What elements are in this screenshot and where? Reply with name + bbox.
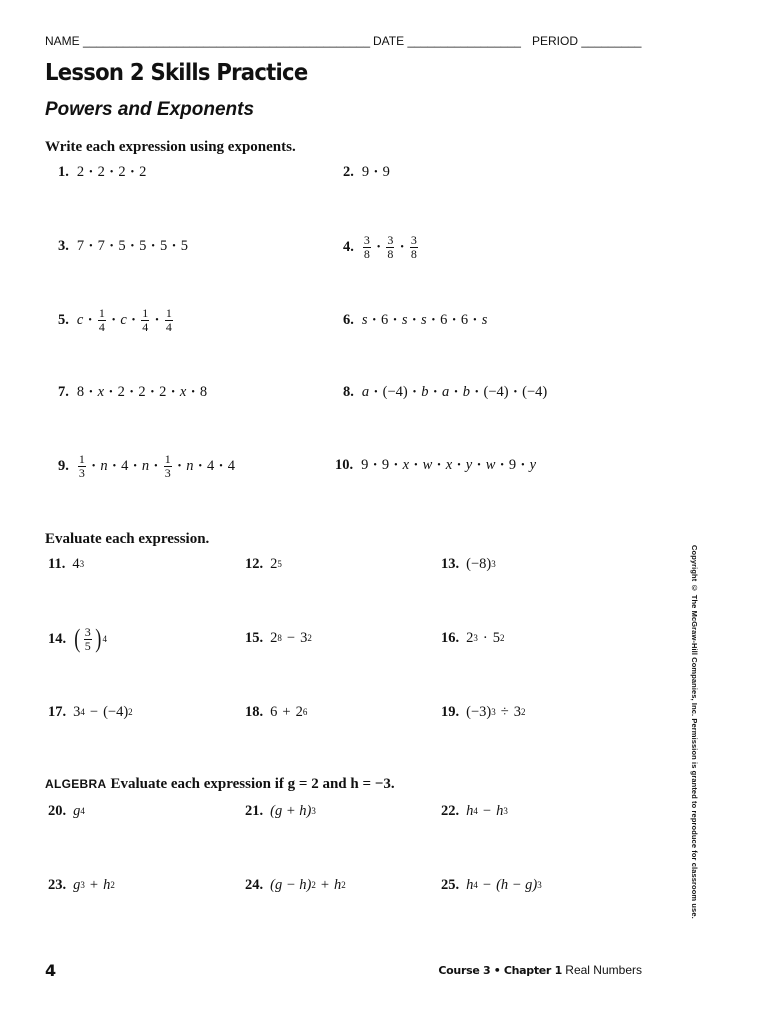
fraction: $\frac{3}{5}$	[84, 624, 91, 653]
expression: s • 6 • s • s • 6 • 6 • s	[361, 311, 488, 328]
expression: 9 • 9 • x • w • x • y • w • 9 • y	[361, 456, 537, 473]
problem-number: 5.	[58, 311, 69, 328]
problem-22	[441, 796, 508, 826]
problem-24	[245, 870, 346, 900]
fraction: $\frac{1}{4}$	[98, 305, 105, 334]
problem-11	[48, 549, 84, 579]
expression: 8 • x • 2 • 2 • 2 • x • 8	[76, 383, 208, 400]
expression: (g + h) 3	[270, 802, 316, 819]
problem-12	[245, 549, 282, 579]
problem-number: 16.	[441, 629, 460, 646]
date-blank: _________________	[407, 34, 521, 48]
expression: 4 3	[72, 555, 85, 572]
problem-15	[245, 623, 312, 653]
expression: 3 4 − (−4) 2	[73, 703, 133, 720]
expression: 2 • 2 • 2 • 2	[76, 163, 147, 180]
page-number: 4	[45, 961, 57, 980]
expression: 7 • 7 • 5 • 5 • 5 • 5	[76, 237, 188, 254]
name-field	[45, 34, 370, 48]
problem-2	[343, 157, 391, 187]
problem-number: 11.	[48, 555, 66, 572]
algebra-keyword: ALGEBRA	[45, 777, 107, 791]
fraction: $\frac{3}{8}$	[363, 232, 370, 261]
lesson-subtitle: Powers and Exponents	[45, 99, 255, 120]
problem-number: 8.	[343, 383, 354, 400]
problem-number: 18.	[245, 703, 264, 720]
expression: 2 5	[270, 555, 282, 572]
expression: 2 3 · 5 2	[466, 629, 505, 646]
problem-number: 23.	[48, 876, 67, 893]
problem-14	[48, 624, 107, 654]
expression: $\frac{3}{8}$ • $\frac{3}{8}$ • $\frac{3}{8}$	[363, 232, 417, 261]
problem-9	[58, 451, 236, 481]
problem-number: 4.	[343, 238, 354, 255]
expression: g 3 + h 2	[73, 876, 115, 893]
footer-separator: •	[493, 964, 501, 977]
expression: 6 + 2 6	[270, 703, 308, 720]
problem-23	[48, 870, 115, 900]
problem-17	[48, 697, 133, 727]
problem-number: 3.	[58, 237, 69, 254]
problem-number: 25.	[441, 876, 460, 893]
problem-1	[58, 157, 147, 187]
problem-4	[343, 232, 420, 262]
fraction: $\frac{1}{4}$	[165, 305, 172, 334]
period-label: PERIOD	[532, 34, 579, 48]
problem-number: 22.	[441, 802, 460, 819]
name-blank: ___________________________________________	[83, 34, 370, 48]
expression: c • $\frac{1}{4}$ • c • $\frac{1}{4}$ • $\frac{1}{4}$	[76, 305, 172, 334]
problem-20	[48, 796, 85, 826]
problem-number: 2.	[343, 163, 354, 180]
problem-number: 20.	[48, 802, 67, 819]
section-2-instruction: Evaluate each expression.	[45, 531, 210, 547]
expression: h 4 − h 3	[466, 802, 508, 819]
problem-number: 17.	[48, 703, 67, 720]
expression: (−8) 3	[466, 555, 496, 572]
problem-number: 19.	[441, 703, 460, 720]
name-label: NAME	[45, 34, 80, 48]
section-1-instruction: Write each expression using exponents.	[45, 139, 296, 155]
problem-number: 7.	[58, 383, 69, 400]
footer-chapter-title: Real Numbers	[565, 963, 642, 977]
problem-number: 24.	[245, 876, 264, 893]
lesson-title: Lesson 2 Skills Practice	[45, 60, 308, 86]
expression: a • (−4) • b • a • b • (−4) • (−4)	[361, 383, 548, 400]
footer-chapter: Chapter 1	[503, 964, 562, 977]
copyright-notice: Copyright © The McGraw-Hill Companies, Inc. Permission is granted to reproduce for classroom use.	[690, 545, 699, 919]
problem-5	[58, 305, 175, 335]
problem-7	[58, 377, 208, 407]
problem-3	[58, 231, 189, 261]
expression: 9 • 9	[361, 163, 390, 180]
footer-course-info	[438, 963, 642, 977]
footer-course: Course 3	[438, 964, 491, 977]
expression: (−3) 3 ÷ 3 2	[466, 703, 526, 720]
fraction: $\frac{3}{8}$	[387, 232, 394, 261]
problem-21	[245, 796, 316, 826]
problem-number: 10.	[335, 456, 354, 473]
fraction: $\frac{3}{8}$	[410, 232, 417, 261]
problem-19	[441, 697, 525, 727]
expression: ( $\frac{3}{5}$ ) 4	[74, 624, 107, 653]
expression: (g − h) 2 + h 2	[270, 876, 346, 893]
expression: h 4 − (h − g) 3	[466, 876, 542, 893]
problem-number: 9.	[58, 457, 69, 474]
problem-8	[343, 377, 548, 407]
date-field	[373, 34, 521, 48]
problem-25	[441, 870, 542, 900]
fraction: $\frac{1}{3}$	[78, 451, 85, 480]
problem-13	[441, 549, 496, 579]
problem-number: 1.	[58, 163, 69, 180]
expression: 2 8 − 3 2	[270, 629, 312, 646]
date-label: DATE	[373, 34, 405, 48]
problem-18	[245, 697, 307, 727]
problem-number: 6.	[343, 311, 354, 328]
period-blank: _________	[581, 34, 642, 48]
problem-number: 15.	[245, 629, 264, 646]
period-field	[532, 34, 641, 48]
fraction: $\frac{1}{3}$	[164, 451, 171, 480]
expression: $\frac{1}{3}$ • n • 4 • n • $\frac{1}{3}$ • n • 4 • 4	[78, 451, 235, 480]
problem-number: 13.	[441, 555, 460, 572]
section-3-instruction: ALGEBRA Evaluate each expression if g = 2 and h = −3.	[45, 776, 395, 792]
problem-number: 21.	[245, 802, 264, 819]
problem-number: 12.	[245, 555, 264, 572]
problem-16	[441, 623, 504, 653]
problem-number: 14.	[48, 630, 67, 647]
expression: g 4	[73, 802, 85, 819]
problem-10	[335, 450, 537, 480]
fraction: $\frac{1}{4}$	[142, 305, 149, 334]
problem-6	[343, 305, 488, 335]
